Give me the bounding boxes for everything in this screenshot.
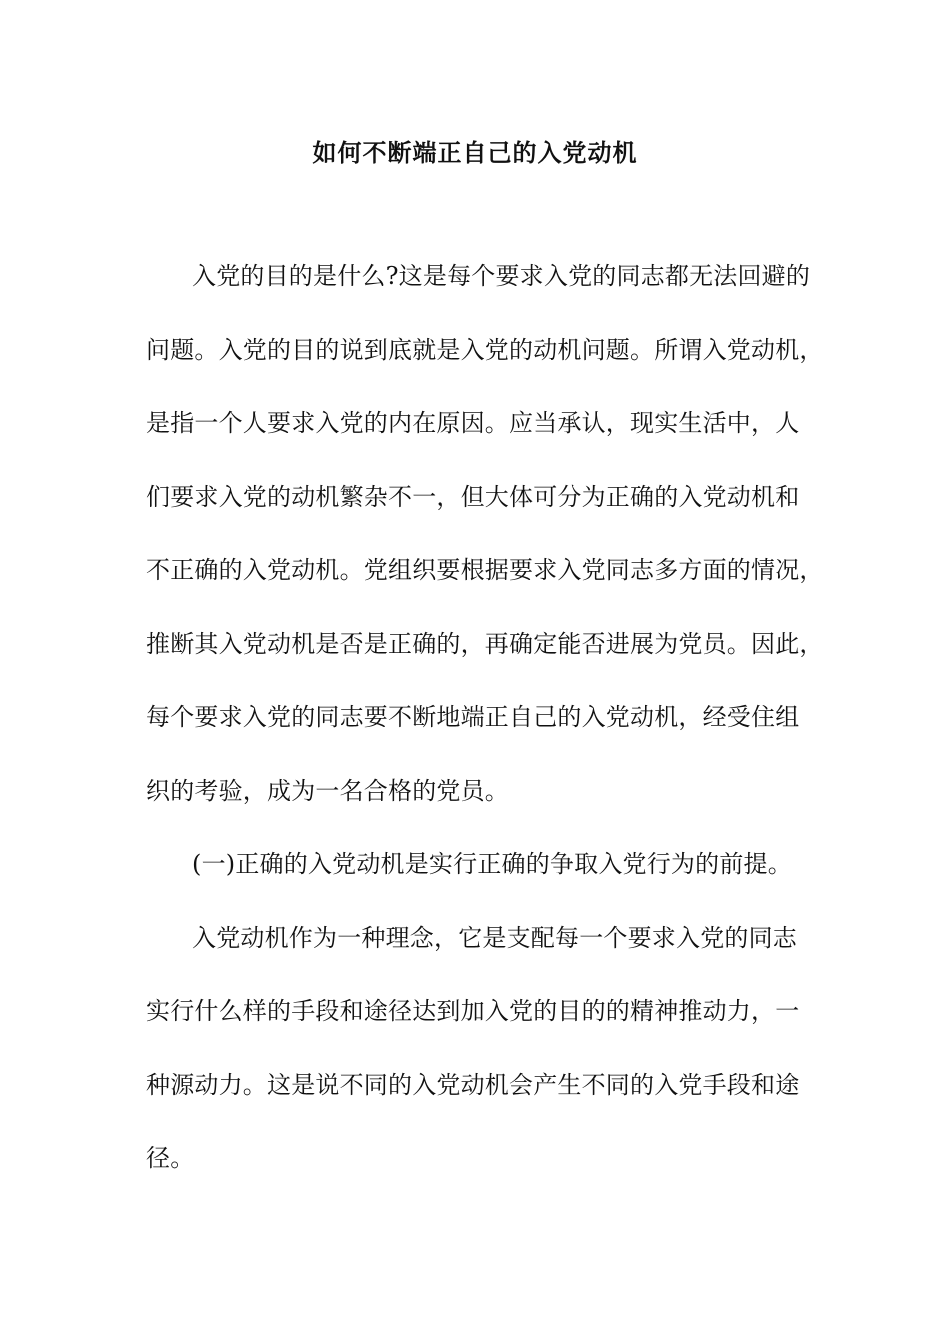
body-line: 不正确的入党动机。党组织要根据要求入党同志多方面的情况， xyxy=(146,556,824,584)
document-title: 如何不断端正自己的入党动机 xyxy=(312,138,638,167)
body-line: 们要求入党的动机繁杂不一，但大体可分为正确的入党动机和 xyxy=(146,482,800,511)
document-body xyxy=(146,256,824,1212)
body-line: 入党的目的是什么?这是每个要求入党的同志都无法回避的 xyxy=(192,262,811,290)
body-line: 是指一个人要求入党的内在原因。应当承认，现实生活中，人 xyxy=(146,409,800,437)
body-line: 实行什么样的手段和途径达到加入党的目的的精神推动力，一 xyxy=(146,997,800,1025)
section-heading: (一)正确的入党动机是实行正确的争取入党行为的前提。 xyxy=(192,850,792,878)
body-line: 推断其入党动机是否是正确的，再确定能否进展为党员。因此， xyxy=(146,629,824,658)
body-line: 径。 xyxy=(146,1144,195,1172)
body-line: 种源动力。这是说不同的入党动机会产生不同的入党手段和途 xyxy=(146,1070,800,1099)
body-line: 问题。入党的目的说到底就是入党的动机问题。所谓入党动机， xyxy=(146,335,824,364)
body-line: 入党动机作为一种理念，它是支配每一个要求入党的同志 xyxy=(192,923,797,952)
body-line: 织的考验，成为一名合格的党员。 xyxy=(146,776,509,805)
body-line: 每个要求入党的同志要不断地端正自己的入党动机，经受住组 xyxy=(146,703,800,731)
